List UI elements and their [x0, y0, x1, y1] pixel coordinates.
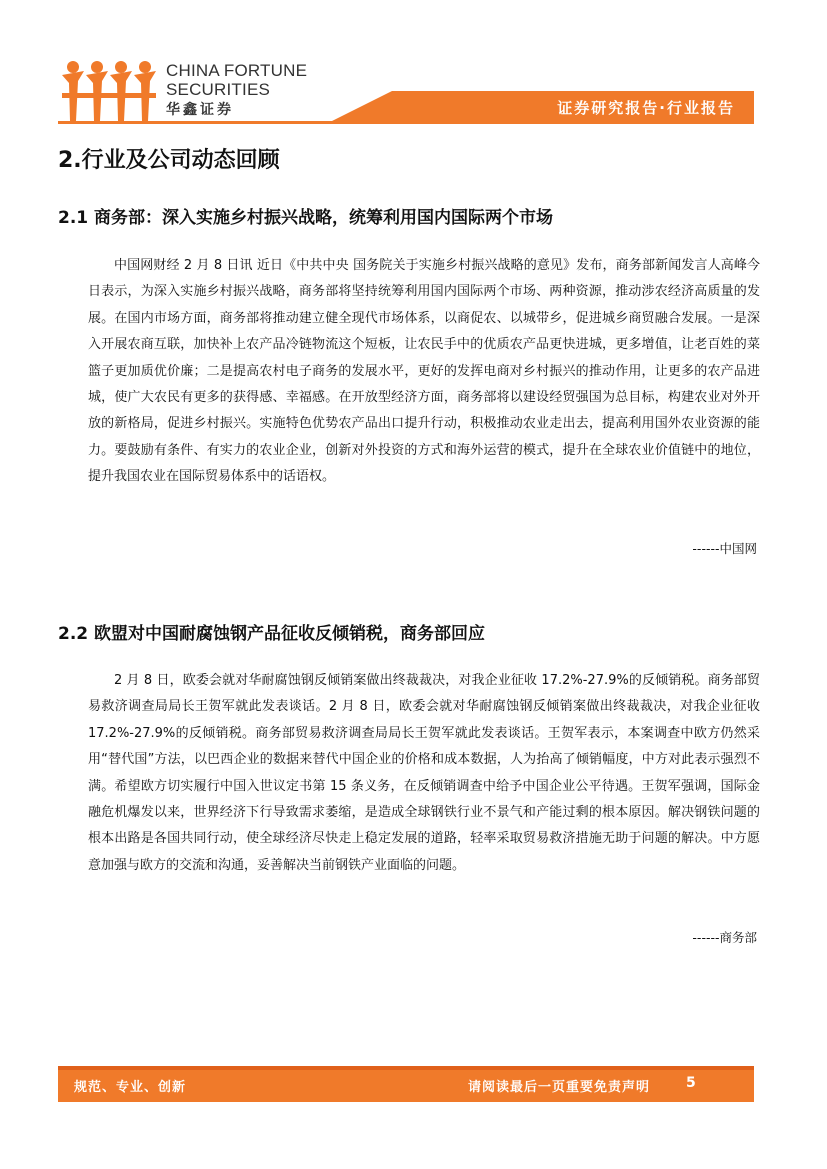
logo-english-line2: SECURITIES [166, 80, 271, 99]
footer-slogan: 规范、专业、创新 [74, 1080, 187, 1095]
section-title: 2.行业及公司动态回顾 [58, 148, 280, 173]
report-type-label: 证券研究报告·行业报告 [557, 99, 735, 117]
article-source: ------中国网 [692, 541, 757, 556]
article-body: 2 月 8 日，欧委会就对华耐腐蚀钢反倾销案做出终裁裁决，对我企业征收 17.2%-27.9%的反倾销税。商务部贸易救济调查局局长王贺军就此发表谈话。2 月 8 日，欧委会就对华耐腐蚀钢反倾销案做出终裁裁决，对我企业征收 17.2%-27.9%的反倾销税。商务部贸易救济调查局局长王贺军就此发表谈话。王贺军表示，本案调查中欧方仍然采用“替代国”方法，以巴西企业的数据来替代中国企业的价格和成本数据，人为抬高了倾销幅度，中方对此表示强烈不满。希望欧方切实履行中国入世议定书第 15 条义务，在反倾销调查中给予中国企业公平待遇。王贺军强调，国际金融危机爆发以来，世界经济下行导致需求萎缩，是造成全球钢铁行业不景气和产能过剩的根本原因。解决钢铁问题的根本出路是各国共同行动，使全球经济尽快走上稳定发展的道路，轻率采取贸易救济措施无助于问题的解决。中方愿意加强与欧方的交流和沟通，妥善解决当前钢铁产业面临的问题。 [88, 673, 760, 873]
article-body: 中国网财经 2 月 8 日讯 近日《中共中央 国务院关于实施乡村振兴战略的意见》发布，商务部新闻发言人高峰今日表示，为深入实施乡村振兴战略，商务部将坚持统筹利用国内国际两个市场、两种资源，推动涉农经济高质量的发展。在国内市场方面，商务部将推动建立健全现代市场体系，以商促农、以城带乡，促进城乡商贸融合发展。一是深入开展农商互联，加快补上农产品冷链物流这个短板，让农民手中的优质农产品更快进城，更多增值，让老百姓的菜篮子更加质优价廉；二是提高农村电子商务的发展水平，更好的发挥电商对乡村振兴的推动作用，让更多的农产品进城，使广大农民有更多的获得感、幸福感。在开放型经济方面，商务部将以建设经贸强国为总目标，构建农业对外开放的新格局，促进乡村振兴。实施特色优势农产品出口提升行动，积极推动农业走出去，提高利用国外农业资源的能力。要鼓励有条件、有实力的农业企业，创新对外投资的方式和海外运营的模式，提升在全球农业价值链中的地位，提升我国农业在国际贸易体系中的话语权。 [88, 258, 760, 485]
article-heading: 2.1 商务部：深入实施乡村振兴战略，统筹利用国内国际两个市场 [58, 208, 554, 228]
footer-disclaimer-link[interactable]: 请阅读最后一页重要免责声明 [468, 1080, 651, 1095]
article-source: ------商务部 [692, 930, 757, 945]
header-divider [58, 121, 754, 124]
logo-english-line1: CHINA FORTUNE [166, 61, 308, 80]
article-heading: 2.2 欧盟对中国耐腐蚀钢产品征收反倾销税，商务部回应 [58, 624, 486, 644]
page-number: 5 [686, 1075, 696, 1091]
logo-chinese-name: 华鑫证券 [166, 102, 234, 118]
company-logo-icon [60, 57, 160, 129]
